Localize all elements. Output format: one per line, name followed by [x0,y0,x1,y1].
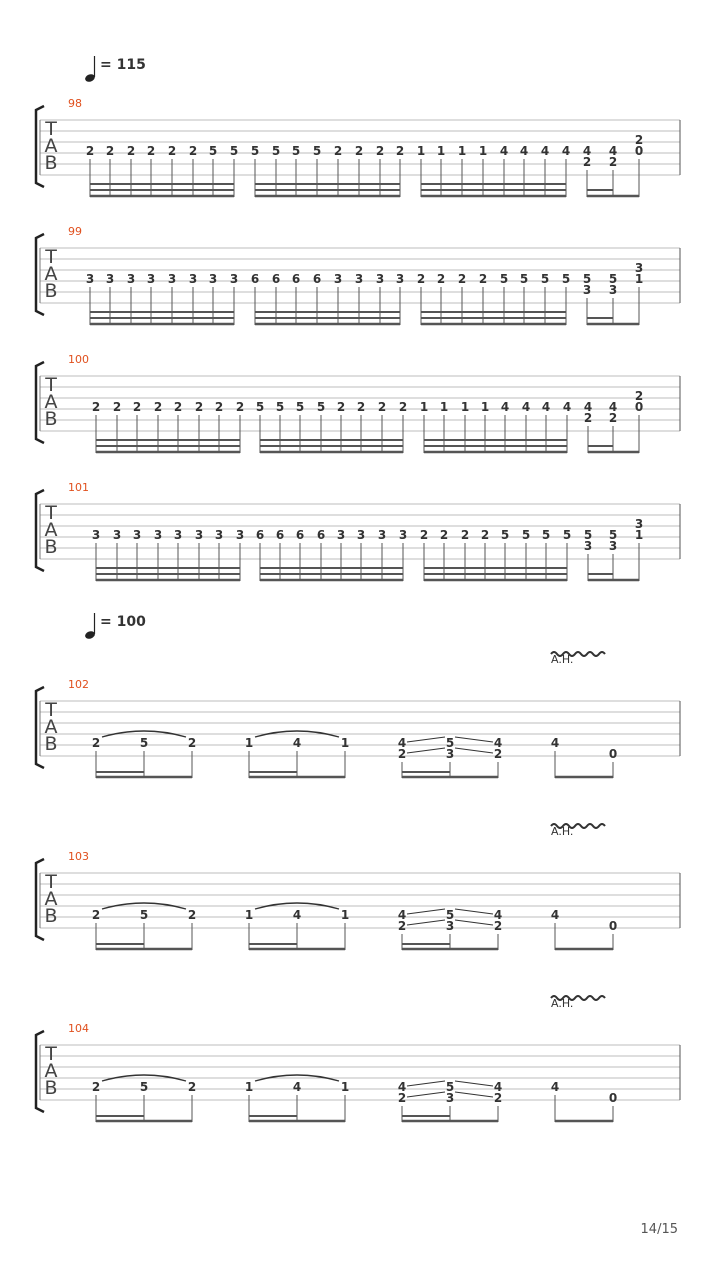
fret-number: 2 [235,400,245,414]
page-indicator: 14/15 [640,1222,678,1237]
fret-number: 6 [312,272,322,286]
fret-number: 3 [582,283,592,297]
clef-letter-b: B [44,733,58,755]
fret-number: 2 [173,400,183,414]
fret-number: 1 [480,400,490,414]
clef-letter-b: B [44,536,58,558]
fret-number: 2 [167,144,177,158]
fret-number: 3 [194,528,204,542]
clef-letter-b: B [44,280,58,302]
fret-number: 3 [445,919,455,933]
fret-number: 2 [397,919,407,933]
fret-number: 4 [550,1080,560,1094]
fret-number: 3 [395,272,405,286]
fret-number: 5 [583,528,593,542]
fret-number: 1 [340,1080,350,1094]
fret-number: 5 [312,144,322,158]
fret-number: 1 [460,400,470,414]
fret-number: 1 [244,736,254,750]
fret-number: 2 [460,528,470,542]
fret-number: 3 [445,1091,455,1105]
fret-number: 4 [608,144,618,158]
fret-number: 2 [85,144,95,158]
fret-number: 3 [91,528,101,542]
fret-number: 2 [478,272,488,286]
fret-number: 1 [419,400,429,414]
fret-number: 3 [146,272,156,286]
fret-number: 3 [112,528,122,542]
fret-number: 4 [550,736,560,750]
fret-number: 4 [582,144,592,158]
fret-number: 2 [356,400,366,414]
fret-number: 1 [634,272,644,286]
fret-number: 0 [634,144,644,158]
fret-number: 2 [333,144,343,158]
fret-number: 1 [436,144,446,158]
fret-number: 3 [634,261,644,275]
tempo-mark: = 100 [100,614,146,630]
measure-number: 101 [68,481,89,494]
fret-number: 6 [316,528,326,542]
fret-number: 4 [561,144,571,158]
fret-number: 2 [91,736,101,750]
fret-number: 2 [480,528,490,542]
clef-letter-b: B [44,1077,58,1099]
fret-number: 1 [244,1080,254,1094]
fret-number: 5 [562,528,572,542]
fret-number: 3 [214,528,224,542]
fret-number: 3 [583,539,593,553]
clef-letter-b: B [44,152,58,174]
fret-number: 4 [583,400,593,414]
fret-number: 3 [85,272,95,286]
fret-number: 0 [608,1091,618,1105]
fret-number: 4 [292,908,302,922]
fret-number: 2 [583,411,593,425]
fret-number: 6 [295,528,305,542]
measure-number: 98 [68,97,82,110]
fret-number: 4 [493,736,503,750]
clef-letter-t: T [45,871,57,893]
fret-number: 5 [291,144,301,158]
fret-number: 3 [167,272,177,286]
fret-number: 3 [634,517,644,531]
fret-number: 3 [153,528,163,542]
fret-number: 1 [416,144,426,158]
fret-number: 4 [608,400,618,414]
fret-number: 4 [292,736,302,750]
fret-number: 0 [608,919,618,933]
clef-letter-a: A [44,391,58,413]
fret-number: 2 [105,144,115,158]
fret-number: 1 [457,144,467,158]
fret-number: 3 [105,272,115,286]
fret-number: 1 [340,908,350,922]
clef-letter-a: A [44,263,58,285]
fret-number: 6 [271,272,281,286]
fret-number: 3 [173,528,183,542]
fret-number: 3 [132,528,142,542]
fret-number: 2 [336,400,346,414]
fret-number: 2 [112,400,122,414]
fret-number: 4 [397,1080,407,1094]
fret-number: 5 [540,272,550,286]
fret-number: 4 [292,1080,302,1094]
fret-number: 2 [608,411,618,425]
fret-number: 3 [375,272,385,286]
fret-number: 5 [561,272,571,286]
fret-number: 2 [416,272,426,286]
fret-number: 2 [187,1080,197,1094]
fret-number: 2 [419,528,429,542]
fret-number: 5 [521,528,531,542]
fret-number: 5 [500,528,510,542]
fret-number: 2 [493,747,503,761]
fret-number: 1 [478,144,488,158]
fret-number: 3 [229,272,239,286]
clef-letter-a: A [44,135,58,157]
fret-number: 2 [436,272,446,286]
measure-number: 99 [68,225,82,238]
fret-number: 4 [397,736,407,750]
fret-number: 4 [499,144,509,158]
fret-number: 2 [153,400,163,414]
clef-letter-t: T [45,502,57,524]
fret-number: 5 [445,1080,455,1094]
fret-number: 2 [354,144,364,158]
fret-number: 1 [439,400,449,414]
clef-letter-b: B [44,905,58,927]
fret-number: 2 [457,272,467,286]
fret-number: 2 [187,736,197,750]
fret-number: 1 [634,528,644,542]
fret-number: 5 [445,908,455,922]
fret-number: 3 [235,528,245,542]
fret-number: 3 [188,272,198,286]
fret-number: 2 [398,400,408,414]
clef-letter-b: B [44,408,58,430]
clef-letter-t: T [45,374,57,396]
fret-number: 5 [608,528,618,542]
fret-number: 3 [608,283,618,297]
fret-number: 0 [608,747,618,761]
clef-letter-a: A [44,716,58,738]
fret-number: 4 [500,400,510,414]
fret-number: 3 [126,272,136,286]
fret-number: 4 [397,908,407,922]
fret-number: 5 [541,528,551,542]
fret-number: 5 [499,272,509,286]
fret-number: 2 [126,144,136,158]
fret-number: 2 [395,144,405,158]
clef-letter-t: T [45,118,57,140]
fret-number: 2 [634,133,644,147]
fret-number: 4 [540,144,550,158]
fret-number: 3 [333,272,343,286]
fret-number: 2 [375,144,385,158]
clef-letter-t: T [45,246,57,268]
fret-number: 2 [188,144,198,158]
fret-number: 4 [550,908,560,922]
fret-number: 5 [255,400,265,414]
fret-number: 6 [250,272,260,286]
fret-number: 2 [187,908,197,922]
fret-number: 3 [398,528,408,542]
fret-number: 2 [493,919,503,933]
fret-number: 2 [91,1080,101,1094]
fret-number: 5 [139,1080,149,1094]
harmonic-label: A.H. [551,825,574,838]
fret-number: 5 [275,400,285,414]
fret-number: 3 [354,272,364,286]
measure-number: 104 [68,1022,89,1035]
harmonic-label: A.H. [551,997,574,1010]
tempo-mark: = 115 [100,57,146,73]
fret-number: 5 [445,736,455,750]
fret-number: 4 [519,144,529,158]
fret-number: 3 [356,528,366,542]
fret-number: 2 [582,155,592,169]
fret-number: 2 [132,400,142,414]
fret-number: 2 [91,400,101,414]
fret-number: 3 [336,528,346,542]
fret-number: 5 [519,272,529,286]
fret-number: 2 [214,400,224,414]
measure-number: 103 [68,850,89,863]
fret-number: 0 [634,400,644,414]
fret-number: 2 [493,1091,503,1105]
fret-number: 5 [316,400,326,414]
fret-number: 4 [541,400,551,414]
fret-number: 6 [291,272,301,286]
fret-number: 5 [229,144,239,158]
fret-number: 3 [445,747,455,761]
fret-number: 5 [295,400,305,414]
fret-number: 4 [521,400,531,414]
fret-number: 2 [91,908,101,922]
fret-number: 2 [377,400,387,414]
fret-number: 2 [397,747,407,761]
fret-number: 3 [377,528,387,542]
fret-number: 5 [271,144,281,158]
fret-number: 4 [562,400,572,414]
fret-number: 5 [139,736,149,750]
fret-number: 1 [340,736,350,750]
fret-number: 3 [608,539,618,553]
fret-number: 3 [208,272,218,286]
measure-number: 100 [68,353,89,366]
fret-number: 5 [208,144,218,158]
fret-number: 5 [608,272,618,286]
clef-letter-a: A [44,1060,58,1082]
fret-number: 5 [250,144,260,158]
clef-letter-t: T [45,1043,57,1065]
fret-number: 2 [146,144,156,158]
fret-number: 2 [608,155,618,169]
fret-number: 1 [244,908,254,922]
fret-number: 6 [275,528,285,542]
fret-number: 2 [439,528,449,542]
fret-number: 2 [194,400,204,414]
measure-number: 102 [68,678,89,691]
fret-number: 6 [255,528,265,542]
clef-letter-a: A [44,888,58,910]
clef-letter-t: T [45,699,57,721]
fret-number: 2 [397,1091,407,1105]
clef-letter-a: A [44,519,58,541]
fret-number: 4 [493,908,503,922]
fret-number: 2 [634,389,644,403]
fret-number: 4 [493,1080,503,1094]
fret-number: 5 [139,908,149,922]
harmonic-label: A.H. [551,653,574,666]
fret-number: 5 [582,272,592,286]
